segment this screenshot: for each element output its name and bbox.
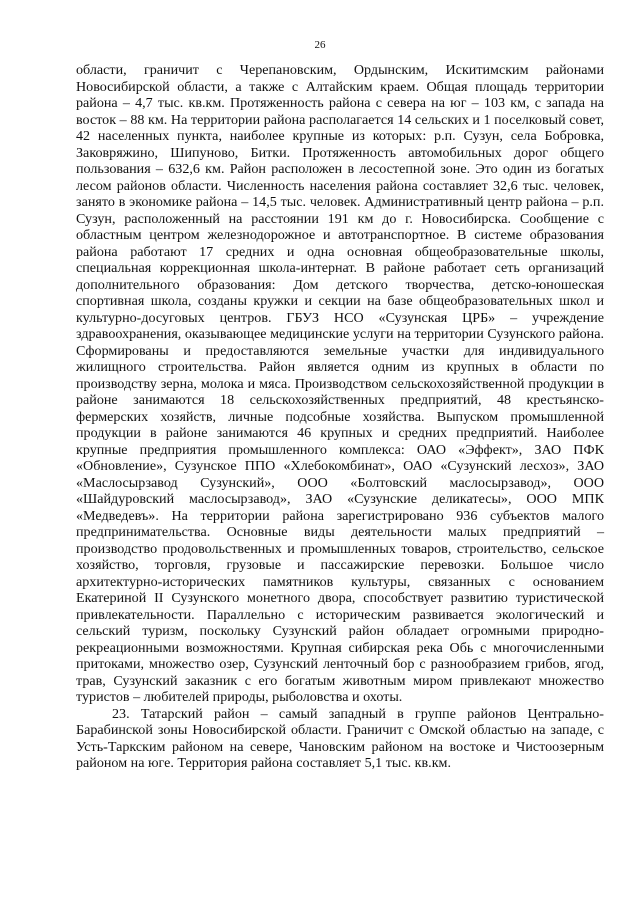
- paragraph-tatarsky-district: 23. Татарский район – самый западный в группе районов Центрально-Барабинской зоны Новосибирской области. Граничит с Омской областью на западе, с Усть-Таркским районом на севере, Чановским районом на востоке и Чистоозерным районом на юге. Территория района составляет 5,1 тыс. кв.км.: [76, 705, 604, 771]
- page-number: 26: [314, 39, 326, 51]
- body-text: [76, 62, 604, 772]
- paragraph-suzun-district: области, граничит с Черепановским, Ордынским, Искитимским районами Новосибирской области, а также с Алтайским краем. Общая площадь территории района – 4,7 тыс. кв.км. Протяженность района с севера на юг – 103 км, с запада на восток – 88 км. На территории района располагается 14 сельских и 1 поселковый совет, 42 населенных пункта, наиболее крупные из которых: р.п. Сузун, села Бобровка, Заковряжино, Шипуново, Битки. Протяженность автомобильных дорог общего пользования – 632,6 км. Район расположен в лесостепной зоне. Это один из богатых лесом районов области. Численность населения района составляет 32,6 тыс. человек, занято в экономике района – 14,5 тыс. человек. Административный центр района – р.п. Сузун, расположенный на расстоянии 191 км до г. Новосибирска. Сообщение с областным центром железнодорожное и автотранспортное. В системе образования района работают 17 средних и одна основная общеобразовательные школы, специальная коррекционная школа-интернат. В районе работает сеть организаций дополнительного образования: Дом детского творчества, детско-юношеская спортивная школа, созданы кружки и секции на базе общеобразовательных школ и культурно-досуговых центров. ГБУЗ НСО «Сузунская ЦРБ» – учреждение здравоохранения, оказывающее медицинские услуги на территории Сузунского района. Сформированы и предоставляются земельные участки для индивидуального жилищного строительства. Район является одним из крупных в области по производству зерна, молока и мяса. Производством сельскохозяйственной продукции в районе занимаются 18 сельскохозяйственных предприятий, 48 крестьянско-фермерских хозяйств, личные подсобные хозяйства. Выпуском промышленной продукции в районе занимаются 46 крупных и средних предприятий. Наиболее крупные предприятия промышленного комплекса: ОАО «Эффект», ЗАО ПФК «Обновление», Сузунское ППО «Хлебокомбинат», ОАО «Сузунский лесхоз», ЗАО «Маслосырзавод Сузунский», ООО «Болтовский маслосырзавод», ООО «Шайдуровский маслосырзавод», ЗАО «Сузунские деликатесы», ООО МПК «Медведевъ». На территории района зарегистрировано 936 субъектов малого предпринимательства. Основные виды деятельности малых предприятий – производство продовольственных и промышленных товаров, строительство, сельское хозяйство, торговля, грузовые и пассажирские перевозки. Большое число архитектурно-исторических памятников культуры, связанных с основанием Екатериной II Сузунского монетного двора, способствует развитию туристической привлекательности. Параллельно с историческим развивается экологический и сельский туризм, поскольку Сузунский район обладает огромными природно-рекреационными возможностями. Крупная сибирская река Обь с многочисленными притоками, множество озер, Сузунский ленточный бор с разнообразием грибов, ягод, трав, Сузунский заказник с его богатым животным миром привлекают множество туристов – любителей природы, рыболовства и охоты.: [76, 62, 604, 705]
